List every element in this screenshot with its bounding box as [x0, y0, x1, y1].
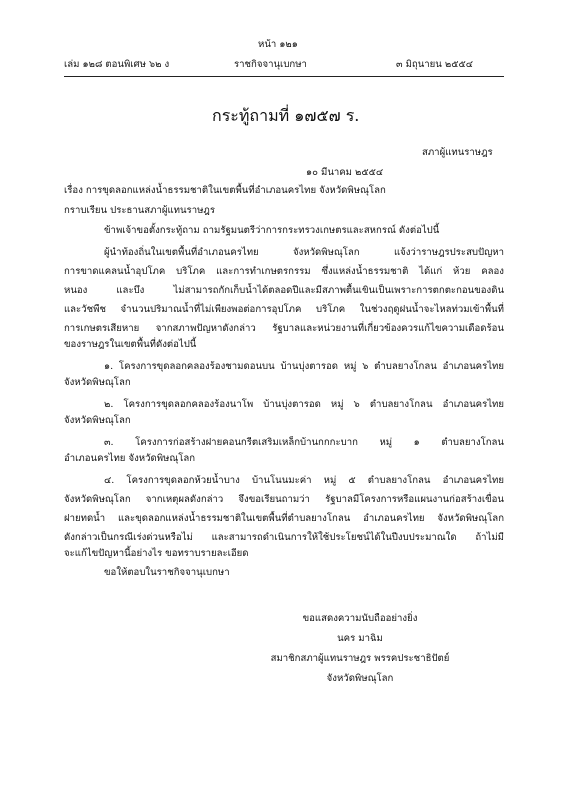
item-1-line: จังหวัดพิษณุโลก [64, 377, 131, 388]
item-4-line: ดังกล่าวเป็นกรณีเร่งด่วนหรือไม่ และสามารถดำเนินการให้ใช้ประโยชน์ได้ในปีงบประมาณใด ถ้าไม่มี [64, 532, 504, 543]
signature-regards: ขอแสดงความนับถืออย่างยิ่ง [302, 613, 418, 624]
recipient-org: สภาผู้แทนราษฎร [422, 147, 493, 158]
body-line: ของราษฎรในเขตพื้นที่ดังต่อไปนี้ [64, 339, 197, 350]
item-1-line: ๑. โครงการขุดลอกคลองร้องชามดอนบน บ้านบุ่งตารอด หมู่ ๖ ตำบลยางโกลน อำเภอนครไทย [104, 361, 504, 372]
body-line: การเกษตรเสียหาย จากสภาพปัญหาดังกล่าว รัฐบาลและหน่วยงานที่เกี่ยวข้องควรแก้ไขความเดือดร้อน [64, 323, 504, 334]
item-4-line: จังหวัดพิษณุโลก จากเหตุผลดังกล่าว จึงขอเรียนถามว่า รัฐบาลมีโครงการหรือแผนงานก่อสร้างเขื่อน [64, 494, 504, 505]
item-2-line: ๒. โครงการขุดลอกคลองร้องนาโพ บ้านบุ่งตารอด หมู่ ๖ ตำบลยางโกลน อำเภอนครไทย [104, 399, 504, 410]
signature-province: จังหวัดพิษณุโลก [326, 673, 394, 684]
page-number: หน้า ๑๒๑ [258, 39, 298, 50]
signature-position: สมาชิกสภาผู้แทนราษฎร พรรคประชาธิปัตย์ [270, 653, 450, 664]
item-3-line: อำเภอนครไทย จังหวัดพิษณุโลก [64, 453, 196, 464]
item-3-line: ๓. โครงการก่อสร้างฝายคอนกรีตเสริมเหล็กบ้านกกกะบาก หมู่ ๑ ตำบลยางโกลน [104, 437, 504, 448]
closing-request: ขอให้ตอบในราชกิจจานุเบกษา [104, 567, 230, 578]
body-line: และวัชพืช จำนวนปริมาณน้ำที่ไม่เพียงพอต่อการอุปโภค บริโภค ในช่วงฤดูฝนน้ำจะไหลท่วมเข้าพื้นที่ [64, 304, 504, 315]
header-rule [64, 76, 504, 77]
gazette-name: ราชกิจจานุเบกษา [234, 59, 307, 70]
item-2-line: จังหวัดพิษณุโลก [64, 415, 131, 426]
body-line: ผู้นำท้องถิ่นในเขตพื้นที่อำเภอนครไทย จังหวัดพิษณุโลก แจ้งว่าราษฎรประสบปัญหา [104, 247, 504, 258]
item-4-line: ฝายทดน้ำ และขุดลอกแหล่งน้ำธรรมชาติในเขตพื้นที่ตำบลยางโกลน อำเภอนครไทย จังหวัดพิษณุโลก [64, 513, 504, 524]
intro-paragraph: ข้าพเจ้าขอตั้งกระทู้ถาม ถามรัฐมนตรีว่าการกระทรวงเกษตรและสหกรณ์ ดังต่อไปนี้ [104, 225, 440, 236]
gazette-volume: เล่ม ๑๒๘ ตอนพิเศษ ๖๒ ง [64, 59, 170, 70]
item-4-line: ๔. โครงการขุดลอกห้วยน้ำบาง บ้านโนนมะค่า หมู่ ๕ ตำบลยางโกลน อำเภอนครไทย [104, 475, 504, 486]
signature-name: นคร มาฉิม [337, 633, 383, 644]
gazette-date: ๓ มิถุนายน ๒๕๕๔ [396, 59, 474, 70]
body-line: หนอง และบึง ไม่สามารถกักเก็บน้ำได้ตลอดปีและมีสภาพตื้นเขินเป็นเพราะการตกตะกอนของดิน [64, 285, 504, 296]
item-4-line: จะแก้ไขปัญหานี้อย่างไร ขอทราบรายละเอียด [64, 548, 249, 559]
subject-line: เรื่อง การขุดลอกแหล่งน้ำธรรมชาติในเขตพื้นที่อำเภอนครไทย จังหวัดพิษณุโลก [64, 185, 386, 196]
document-date: ๑๐ มีนาคม ๒๕๕๔ [306, 167, 384, 178]
question-title: กระทู้ถามที่ ๑๗๕๗ ร. [212, 106, 360, 125]
body-line: การขาดแคลนน้ำอุปโภค บริโภค และการทำเกษตรกรรม ซึ่งแหล่งน้ำธรรมชาติ ได้แก่ ห้วย คลอง [64, 266, 504, 277]
salutation-line: กราบเรียน ประธานสภาผู้แทนราษฎร [64, 205, 216, 216]
